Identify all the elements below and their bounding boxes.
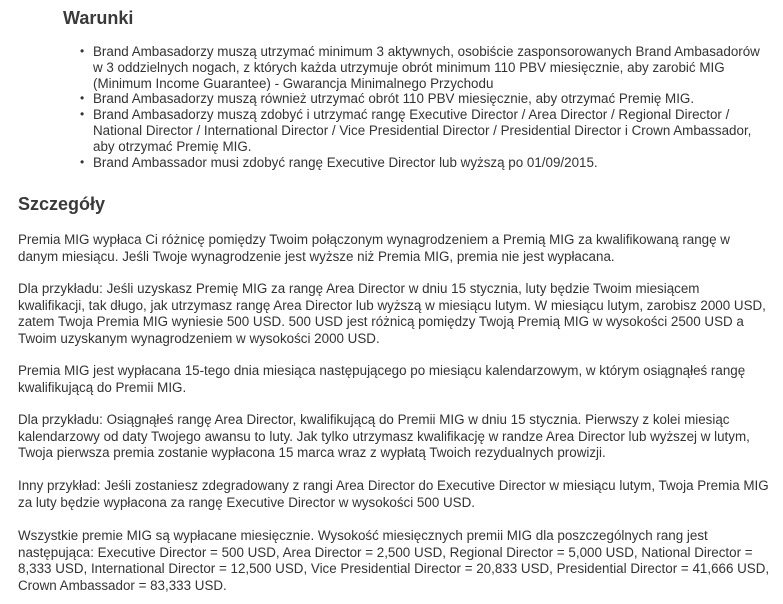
details-paragraph: Premia MIG jest wypłacana 15-tego dnia miesiąca następującego po miesiącu kalendarzowym, w którym osiągnąłeś rangę kwalifikującą do Premii MIG. (18, 363, 746, 395)
details-heading: Szczegóły (18, 194, 106, 214)
conditions-heading: Warunki (63, 8, 134, 28)
details-paragraph: Premia MIG wypłaca Ci różnicę pomiędzy Twoim połączonym wynagrodzeniem a Premią MIG za kwalifikowaną rangę w danym miesiącu. Jeśli Twoje wynagrodzenie jest wyższe niż Premia MIG, premia nie jest wypłacana. (18, 232, 730, 264)
condition-item: • Brand Ambassador musi zdobyć rangę Executive Director lub wyższą po 01/09/2015. (64, 155, 764, 171)
condition-item: • Brand Ambasadorzy muszą zdobyć i utrzymać rangę Executive Director / Area Director / Regional Director / National Director / International Director / Vice Presidential Director / Presidential Director i Crown Ambassador, aby otrzymać Premię MIG. (64, 107, 764, 154)
details-paragraph: Wszystkie premie MIG są wypłacane miesięcznie. Wysokość miesięcznych premii MIG dla poszczególnych rang jest następująca: Executive Director = 500 USD, Area Director = 2,500 USD, Regional Director = 5,000 USD, National Director = 8,333 USD, International Director = 12,500 USD, Vice Presidential Director = 20,833 USD, Presidential Director = 41,666 USD, Crown Ambassador = 83,333 USD. (18, 528, 770, 593)
conditions-list (64, 44, 764, 170)
details-paragraph: Inny przykład: Jeśli zostaniesz zdegradowany z rangi Area Director do Executive Director w miesiącu lutym, Twoja Premia MIG za luty będzie wypłacona za rangę Executive Director w wysokości 500 USD. (18, 478, 769, 510)
condition-item: • Brand Ambasadorzy muszą również utrzymać obrót 110 PBV miesięcznie, aby otrzymać Premię MIG. (64, 91, 764, 107)
details-paragraph: Dla przykładu: Osiągnąłeś rangę Area Director, kwalifikującą do Premii MIG w dniu 15 stycznia. Pierwszy z kolei miesiąc kalendarzowy od daty Twojego awansu to luty. Jak tylko utrzymasz kwalifikację w randze Area Director lub wyższej w lutym, Twoja pierwsza premia zostanie wypłacona 15 marca wraz z wypłatą Twoich rezydualnych prowizji. (18, 412, 750, 461)
condition-item: • Brand Ambasadorzy muszą utrzymać minimum 3 aktywnych, osobiście zasponsorowanych Brand Ambasadorów w 3 oddzielnych nogach, z których każda utrzymuje obrót minimum 110 PBV miesięcznie, aby zarobić MIG (Minimum Income Guarantee) - Gwarancja Minimalnego Przychodu (64, 44, 764, 91)
details-paragraph: Dla przykładu: Jeśli uzyskasz Premię MIG za rangę Area Director w dniu 15 stycznia, luty będzie Twoim miesiącem kwalifikacji, tak długo, jak utrzymasz rangę Area Director lub wyższą w miesiącu lutym. W miesiącu lutym, zarobisz 2000 USD, zatem Twoja Premia MIG wyniesie 500 USD. 500 USD jest różnicą pomiędzy Twoją Premią MIG w wysokości 2500 USD a Twoim uzyskanym wynagrodzeniem w wysokości 2000 USD. (18, 281, 766, 346)
